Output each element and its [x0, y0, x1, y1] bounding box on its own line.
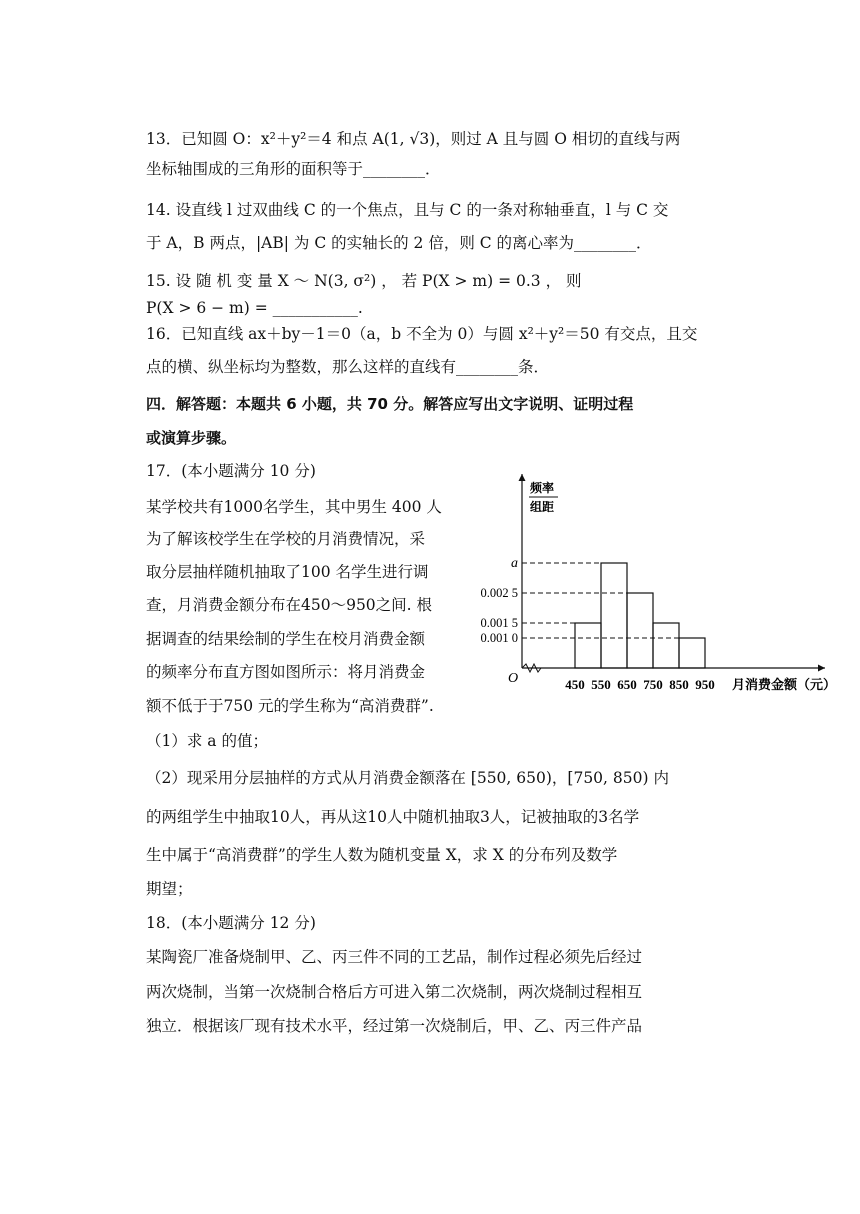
- section-heading-line-2: 或演算步骤。: [146, 429, 237, 447]
- question-17-body-line-2: 为了解该校学生在学校的月消费情况，采: [146, 530, 426, 548]
- histogram-bar-550-650: [601, 563, 627, 668]
- y-tick-label: 0.001 5: [480, 616, 518, 630]
- question-16-line-1: 16．已知直线 ax＋by－1＝0（a，b 不全为 0）与圆 x²＋y²＝50 有交点，且交: [146, 325, 698, 343]
- question-17-part-1: （1）求 a 的值；: [146, 732, 268, 750]
- y-tick-label: 0.001 0: [480, 631, 518, 645]
- question-17-body-line-6: 的频率分布直方图如图所示：将月消费金: [146, 663, 426, 681]
- question-16-line-2: 点的横、纵坐标均为整数，那么这样的直线有________条．: [146, 358, 550, 376]
- question-17-part-2-line-1: （2）现采用分层抽样的方式从月消费金额落在 [550, 650)，[750, 850) 内: [146, 769, 669, 787]
- frequency-histogram: [470, 466, 855, 696]
- histogram-bar-650-750: [627, 593, 653, 668]
- question-18-body-line-3: 独立．根据该厂现有技术水平，经过第一次烧制后，甲、乙、丙三件产品: [146, 1017, 643, 1035]
- question-18-body-line-2: 两次烧制，当第一次烧制合格后方可进入第二次烧制，两次烧制过程相互: [146, 983, 643, 1001]
- histogram-bar-450-550: [575, 623, 601, 668]
- question-17-part-2-line-2: 的两组学生中抽取10人，再从这10人中随机抽取3人，记被抽取的3名学: [146, 808, 640, 826]
- question-14-line-1: 14. 设直线 l 过双曲线 C 的一个焦点，且与 C 的一条对称轴垂直，l 与 C 交: [146, 201, 669, 219]
- question-17-heading: 17．(本小题满分 10 分): [146, 462, 316, 480]
- histogram-labels: [481, 480, 837, 692]
- histogram-bar-850-950: [679, 638, 705, 668]
- y-axis-title-bottom: 组距: [530, 500, 555, 514]
- y-tick-label: a: [511, 556, 518, 571]
- x-axis-title: 月消费金额（元）: [732, 677, 837, 692]
- question-15-line-1: 15. 设 随 机 变 量 X ～ N(3, σ²) ， 若 P(X > m) = 0.3 ， 则: [146, 272, 582, 290]
- question-17-part-2-line-3: 生中属于“高消费群”的学生人数为随机变量 X，求 X 的分布列及数学: [146, 846, 618, 864]
- x-tick-label: 950: [695, 677, 715, 692]
- question-18-heading: 18．(本小题满分 12 分): [146, 914, 316, 932]
- question-17-body-line-4: 查，月消费金额分布在450～950之间. 根: [146, 596, 433, 614]
- x-tick-label: 650: [617, 677, 637, 692]
- histogram-frame: [522, 474, 825, 672]
- question-15-line-2: P(X > 6 − m) = ___________.: [146, 299, 363, 317]
- question-17-body-line-1: 某学校共有1000名学生，其中男生 400 人: [146, 498, 442, 516]
- question-17-part-2-line-4: 期望；: [146, 880, 193, 898]
- x-tick-label: 550: [591, 677, 611, 692]
- y-axis-title-top: 频率: [530, 481, 555, 495]
- section-heading-line-1: 四．解答题：本题共 6 小题，共 70 分。解答应写出文字说明、证明过程: [146, 395, 634, 413]
- x-tick-label: 750: [643, 677, 663, 692]
- x-tick-label: 850: [669, 677, 689, 692]
- question-18-body-line-1: 某陶瓷厂准备烧制甲、乙、丙三件不同的工艺品，制作过程必须先后经过: [146, 948, 643, 966]
- x-tick-label: 450: [565, 677, 585, 692]
- question-13-line-2: 坐标轴围成的三角形的面积等于________．: [146, 160, 441, 178]
- question-17-body-line-5: 据调查的结果绘制的学生在校月消费金额: [146, 630, 426, 648]
- histogram-bar-750-850: [653, 623, 679, 668]
- origin-label: O: [508, 671, 519, 686]
- question-17-body-line-3: 取分层抽样随机抽取了100 名学生进行调: [146, 563, 429, 581]
- question-17-body-line-7: 额不低于于750 元的学生称为“高消费群”.: [146, 697, 434, 715]
- histogram-bars: [575, 563, 705, 668]
- question-14-line-2: 于 A，B 两点，|AB| 为 C 的实轴长的 2 倍，则 C 的离心率为________．: [146, 234, 652, 252]
- y-tick-label: 0.002 5: [480, 586, 518, 600]
- question-13-line-1: 13．已知圆 O：x²＋y²＝4 和点 A(1, √3)，则过 A 且与圆 O 相切的直线与两: [146, 130, 681, 148]
